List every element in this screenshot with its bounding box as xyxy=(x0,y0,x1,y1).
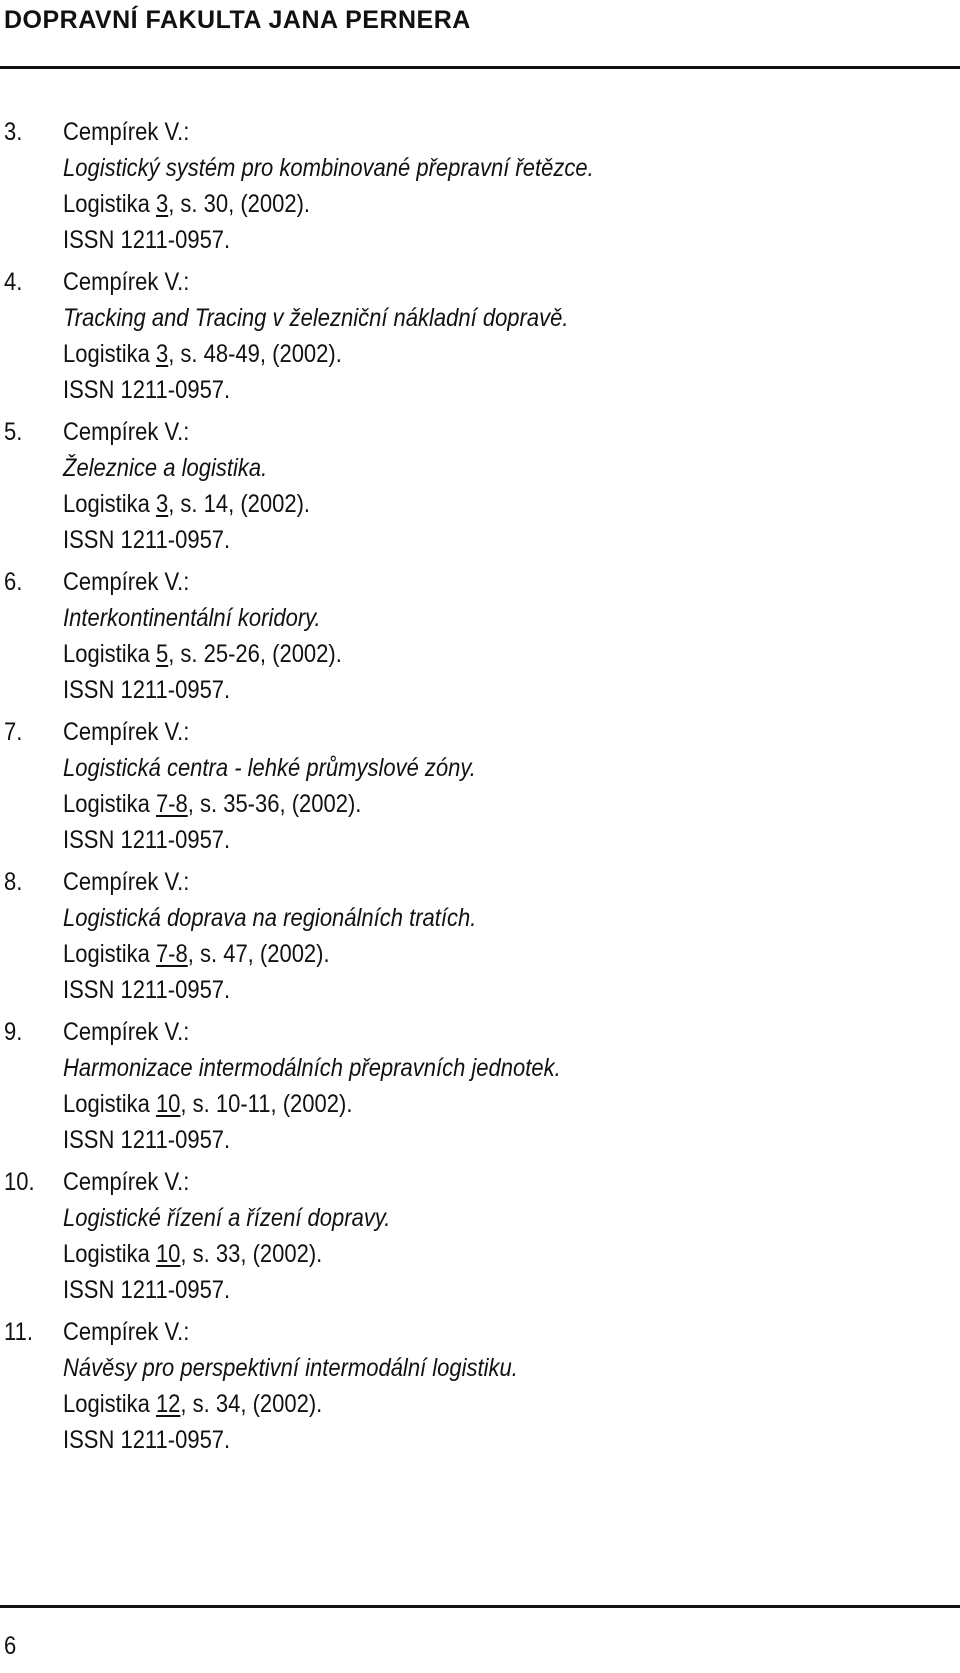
journal-name: Logistika xyxy=(63,940,156,968)
header-rule xyxy=(0,66,960,69)
entry-issn: ISSN 1211-0957. xyxy=(63,226,231,254)
entry-number: 9. xyxy=(4,1018,23,1046)
footer-rule xyxy=(0,1605,960,1608)
journal-issue: 3 xyxy=(155,190,169,218)
entry-issn: ISSN 1211-0957. xyxy=(63,1426,231,1454)
entry-author: Cempírek V.: xyxy=(63,1168,190,1196)
entry-title: Logistická doprava na regionálních tratích. xyxy=(63,904,477,932)
journal-issue: 3 xyxy=(155,340,169,368)
entry-number: 6. xyxy=(4,568,23,596)
publication-entry xyxy=(0,714,960,864)
journal-pages: , s. 10-11, (2002). xyxy=(180,1090,353,1118)
entry-title: Tracking and Tracing v železniční nákladní dopravě. xyxy=(63,304,569,332)
entry-author: Cempírek V.: xyxy=(63,568,190,596)
entry-title: Železnice a logistika. xyxy=(63,454,268,482)
entry-source xyxy=(63,636,342,672)
journal-pages: , s. 25-26, (2002). xyxy=(168,640,342,668)
journal-pages: , s. 14, (2002). xyxy=(168,490,311,518)
journal-issue: 7-8 xyxy=(155,790,188,818)
journal-pages: , s. 47, (2002). xyxy=(187,940,330,968)
page-number: 6 xyxy=(4,1632,17,1660)
entry-source xyxy=(63,336,342,372)
entry-number: 4. xyxy=(4,268,23,296)
entry-issn: ISSN 1211-0957. xyxy=(63,676,231,704)
journal-name: Logistika xyxy=(63,190,156,218)
entry-source xyxy=(63,186,310,222)
entry-issn: ISSN 1211-0957. xyxy=(63,826,231,854)
page-header-title: DOPRAVNÍ FAKULTA JANA PERNERA xyxy=(4,6,471,34)
publication-entry xyxy=(0,1314,960,1464)
entry-author: Cempírek V.: xyxy=(63,268,190,296)
entry-author: Cempírek V.: xyxy=(63,1318,190,1346)
entry-author: Cempírek V.: xyxy=(63,1018,190,1046)
journal-name: Logistika xyxy=(63,1390,156,1418)
journal-name: Logistika xyxy=(63,640,156,668)
entry-source xyxy=(63,936,330,972)
entry-title: Interkontinentální koridory. xyxy=(63,604,321,632)
entry-title: Návěsy pro perspektivní intermodální logistiku. xyxy=(63,1354,518,1382)
journal-issue: 3 xyxy=(155,490,169,518)
publication-entry xyxy=(0,414,960,564)
entry-number: 7. xyxy=(4,718,23,746)
journal-issue: 10 xyxy=(155,1240,181,1268)
entry-source xyxy=(63,786,361,822)
entry-source xyxy=(63,1236,322,1272)
entry-source xyxy=(63,1386,322,1422)
entry-author: Cempírek V.: xyxy=(63,118,190,146)
entry-author: Cempírek V.: xyxy=(63,718,190,746)
entry-title: Logistická centra - lehké průmyslové zóny. xyxy=(63,754,476,782)
journal-issue: 10 xyxy=(155,1090,181,1118)
entry-title: Logistické řízení a řízení dopravy. xyxy=(63,1204,391,1232)
journal-issue: 12 xyxy=(155,1390,181,1418)
journal-issue: 7-8 xyxy=(155,940,188,968)
publication-entry xyxy=(0,864,960,1014)
entry-author: Cempírek V.: xyxy=(63,868,190,896)
journal-name: Logistika xyxy=(63,1240,156,1268)
entry-source xyxy=(63,1086,352,1122)
journal-pages: , s. 33, (2002). xyxy=(180,1240,323,1268)
journal-issue: 5 xyxy=(155,640,169,668)
entry-number: 3. xyxy=(4,118,23,146)
entry-number: 10. xyxy=(4,1168,35,1196)
journal-pages: , s. 34, (2002). xyxy=(180,1390,323,1418)
journal-name: Logistika xyxy=(63,1090,156,1118)
entry-number: 5. xyxy=(4,418,23,446)
publication-entry xyxy=(0,114,960,264)
publication-entry xyxy=(0,264,960,414)
journal-pages: , s. 35-36, (2002). xyxy=(187,790,362,818)
journal-pages: , s. 48-49, (2002). xyxy=(168,340,342,368)
entry-issn: ISSN 1211-0957. xyxy=(63,1126,231,1154)
entry-source xyxy=(63,486,310,522)
entry-number: 11. xyxy=(4,1318,33,1346)
publication-entry xyxy=(0,1014,960,1164)
entry-author: Cempírek V.: xyxy=(63,418,190,446)
entry-number: 8. xyxy=(4,868,23,896)
entry-issn: ISSN 1211-0957. xyxy=(63,376,231,404)
entry-issn: ISSN 1211-0957. xyxy=(63,1276,231,1304)
journal-pages: , s. 30, (2002). xyxy=(168,190,311,218)
publication-entry xyxy=(0,1164,960,1314)
entry-issn: ISSN 1211-0957. xyxy=(63,976,231,1004)
publication-entry xyxy=(0,564,960,714)
entry-issn: ISSN 1211-0957. xyxy=(63,526,231,554)
entry-title: Logistický systém pro kombinované přepravní řetězce. xyxy=(63,154,594,182)
journal-name: Logistika xyxy=(63,490,156,518)
journal-name: Logistika xyxy=(63,790,156,818)
entry-title: Harmonizace intermodálních přepravních jednotek. xyxy=(63,1054,561,1082)
journal-name: Logistika xyxy=(63,340,156,368)
publication-list xyxy=(0,114,960,1464)
